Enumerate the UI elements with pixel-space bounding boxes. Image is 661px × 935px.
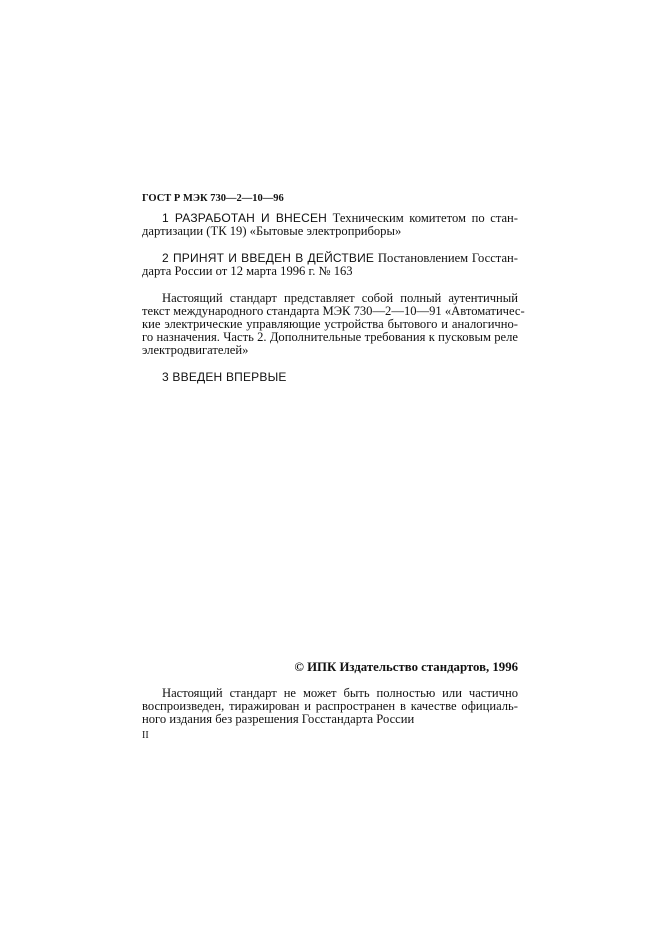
p3-line-2: текст международного стандарта МЭК 730—2—10—91 «Автоматичес- (142, 304, 525, 318)
copyright: © ИПК Издательство стандартов, 1996 (294, 660, 518, 674)
notice-line-3: ного издания без разрешения Госстандарта России (142, 712, 415, 726)
page-number: II (142, 730, 149, 741)
p4-caps: 3 ВВЕДЕН ВПЕРВЫЕ (162, 370, 287, 384)
p1-caps: 1 РАЗРАБОТАН И ВНЕСЕН (162, 211, 328, 225)
p1-line-2: дартизации (ТК 19) «Бытовые электроприборы» (142, 224, 402, 238)
p2-text: Постановлением Госстан- (374, 251, 518, 265)
p3-line-3: кие электрические управляющие устройства бытового и аналогично- (142, 317, 518, 331)
document-header: ГОСТ Р МЭК 730—2—10—96 (142, 193, 284, 204)
p2-line-2: дарта России от 12 марта 1996 г. № 163 (142, 264, 353, 278)
p3-line-4: го назначения. Часть 2. Дополнительные требования к пусковым реле (142, 330, 518, 344)
p1-text: Техническим комитетом по стан- (327, 211, 518, 225)
p3-line-1: Настоящий стандарт представляет собой полный аутентичный (162, 291, 518, 305)
p2-caps: 2 ПРИНЯТ И ВВЕДЕН В ДЕЙСТВИЕ (162, 251, 375, 265)
p3-line-5: электродвигателей» (142, 343, 249, 357)
notice-line-1: Настоящий стандарт не может быть полностью или частично (162, 686, 518, 700)
notice-line-2: воспроизведен, тиражирован и распространен в качестве официаль- (142, 699, 518, 713)
